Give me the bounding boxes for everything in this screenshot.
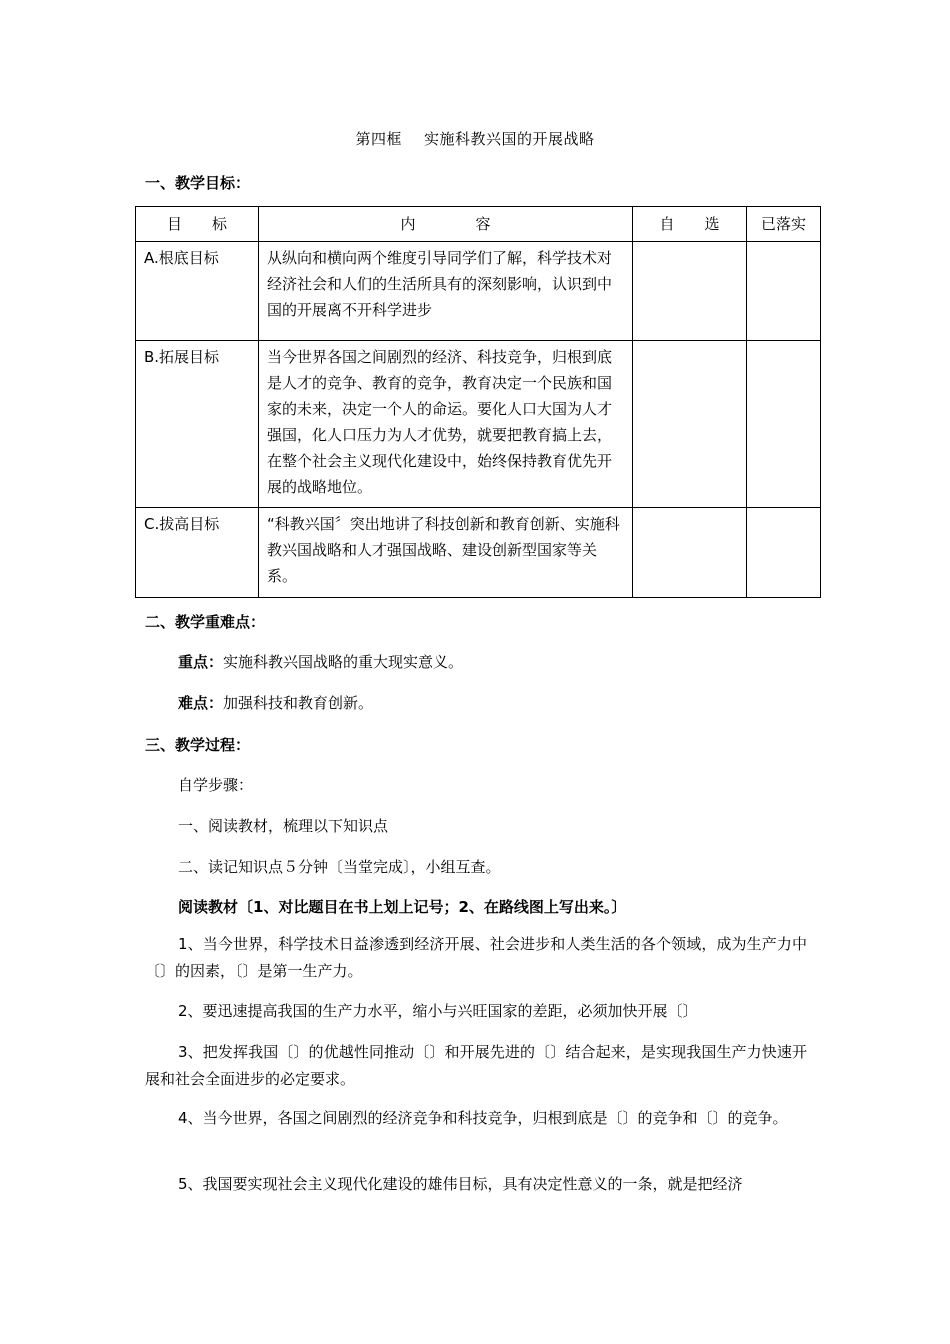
row-label: B.拓展目标 (136, 341, 259, 508)
knowledge-item-1: 1、当今世界，科学技术日益渗透到经济开展、社会进步和人类生活的各个领域，成为生产力中〔〕的因素，〔〕是第一生产力。 (145, 935, 807, 980)
reading-instruction: 阅读教材〔1、对比题目在书上划上记号；2、在路线图上写出来。〕 (178, 898, 627, 916)
difficult-point-text: 加强科技和教育创新。 (223, 694, 374, 712)
knowledge-item-4: 4、当今世界，各国之间剧烈的经济竞争和科技竞争，归根到底是〔〕的竞争和〔〕的竞争。 (178, 1109, 788, 1127)
table-row (136, 242, 821, 341)
title-part1: 第四框 (355, 130, 402, 148)
row-content: “科教兴国〞突出地讲了科技创新和教育创新、实施科教兴国战略和人才强国战略、建设创新型国家等关系。 (259, 508, 633, 598)
table-row (136, 341, 821, 508)
section-heading-objectives: 一、教学目标： (145, 174, 251, 192)
row-label: A.根底目标 (136, 242, 259, 341)
key-point (178, 651, 463, 672)
difficult-point (178, 692, 373, 713)
step-1: 一、阅读教材，梳理以下知识点 (178, 817, 389, 835)
key-point-text: 实施科教兴国战略的重大现实意义。 (223, 653, 464, 671)
knowledge-item-5: 5、我国要实现社会主义现代化建设的雄伟目标，具有决定性意义的一条，就是把经济 (178, 1175, 743, 1193)
table-header-row (136, 207, 821, 242)
section-heading-process: 三、教学过程： (145, 736, 251, 754)
knowledge-item-3: 3、把发挥我国〔〕的优越性同推动〔〕和开展先进的〔〕结合起来，是实现我国生产力快速开展和社会全面进步的必定要求。 (145, 1043, 807, 1088)
objectives-table (135, 206, 821, 598)
key-point-label: 重点： (178, 653, 224, 671)
title-part2: 实施科教兴国的开展战略 (424, 130, 595, 148)
header-target: 目 标 (136, 207, 259, 242)
step-2: 二、读记知识点５分钟〔当堂完成〕，小组互查。 (178, 858, 501, 876)
knowledge-item-2: 2、要迅速提高我国的生产力水平，缩小与兴旺国家的差距，必须加快开展〔〕 (178, 1002, 698, 1020)
row-content: 当今世界各国之间剧烈的经济、科技竞争，归根到底是人才的竞争、教育的竞争，教育决定一个民族和国家的未来，决定一个人的命运。要化人口大国为人才强国，化人口压力为人才优势，就要把教育搞上去，在整个社会主义现代化建设中，始终保持教育优先开展的战略地位。 (259, 341, 633, 508)
difficult-point-label: 难点： (178, 694, 224, 712)
row-optional-cell (633, 242, 747, 341)
steps-heading: 自学步骤： (178, 776, 254, 794)
row-optional-cell (633, 508, 747, 598)
row-optional-cell (633, 341, 747, 508)
row-done-cell (747, 508, 821, 598)
row-content: 从纵向和横向两个维度引导同学们了解，科学技术对经济社会和人们的生活所具有的深刻影响，认识到中国的开展离不开科学进步 (259, 242, 633, 341)
page-title (0, 128, 950, 149)
header-optional: 自 选 (633, 207, 747, 242)
row-done-cell (747, 242, 821, 341)
section-heading-key-points: 二、教学重难点： (145, 613, 266, 631)
header-done: 已落实 (747, 207, 821, 242)
header-content: 内 容 (259, 207, 633, 242)
row-label: C.拔高目标 (136, 508, 259, 598)
table-row (136, 508, 821, 598)
row-done-cell (747, 341, 821, 508)
